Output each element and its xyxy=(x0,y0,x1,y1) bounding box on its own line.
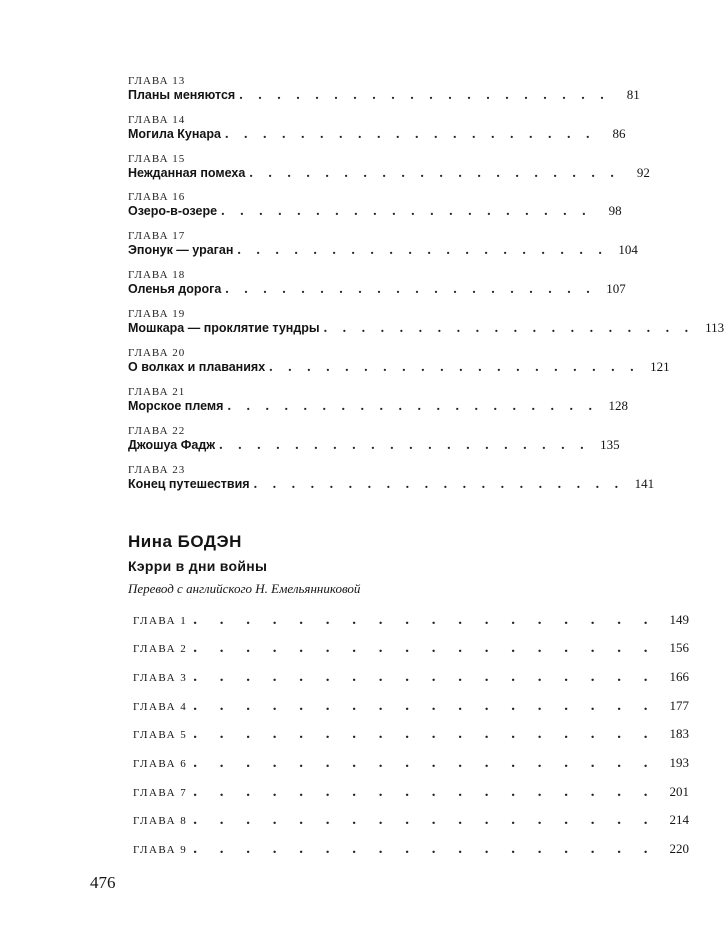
page-number: 98 xyxy=(608,203,622,218)
chapter-label: ГЛАВА 16 xyxy=(128,191,186,203)
dot-leader: . . . . . . . . . . . . . . . . . . xyxy=(193,612,658,628)
dot-leader: . . . . . . . . . . . . . . . . . . xyxy=(193,640,658,656)
chapter-label: ГЛАВА 5 xyxy=(133,729,188,741)
toc-entry xyxy=(133,812,690,830)
toc-entry xyxy=(128,114,626,144)
page-number: 107 xyxy=(606,281,626,296)
book-title: Кэрри в дни войны xyxy=(128,558,268,574)
toc-entry xyxy=(133,640,690,658)
toc-entry xyxy=(133,669,690,687)
page-number: 92 xyxy=(636,165,650,180)
page-number: 156 xyxy=(669,640,690,655)
dot-leader: . . . . . . . . . . . . . . . . . . . . xyxy=(323,321,695,336)
chapter-title: Морское племя xyxy=(128,399,224,413)
chapter-label: ГЛАВА 19 xyxy=(128,308,186,320)
chapter-title: Нежданная помеха xyxy=(128,166,246,180)
chapter-title: Могила Кунара xyxy=(128,127,221,141)
dot-leader: . . . . . . . . . . . . . . . . . . . . xyxy=(237,243,608,258)
dot-leader: . . . . . . . . . . . . . . . . . . xyxy=(193,784,658,800)
dot-leader: . . . . . . . . . . . . . . . . . . xyxy=(193,812,658,828)
chapter-label: ГЛАВА 6 xyxy=(133,758,188,770)
toc-entry xyxy=(133,726,690,744)
dot-leader: . . . . . . . . . . . . . . . . . . xyxy=(193,669,658,685)
toc-entry xyxy=(128,386,628,416)
translator-credit: Перевод с английского Н. Емельянниковой xyxy=(128,581,361,596)
dot-leader: . . . . . . . . . . . . . . . . . . . . xyxy=(249,166,620,181)
dot-leader: . . . . . . . . . . . . . . . . . . . . xyxy=(253,477,625,492)
toc-entry xyxy=(133,755,690,773)
chapter-title: О волках и плаваниях xyxy=(128,360,266,374)
chapter-label: ГЛАВА 7 xyxy=(133,787,188,799)
toc-entry xyxy=(128,75,640,105)
chapter-label: ГЛАВА 15 xyxy=(128,153,186,165)
dot-leader: . . . . . . . . . . . . . . . . . . . . xyxy=(239,88,610,103)
chapter-label: ГЛАВА 1 xyxy=(133,615,188,627)
page-number: 166 xyxy=(669,669,690,684)
page-number: 141 xyxy=(634,476,655,491)
page-number: 149 xyxy=(669,612,690,627)
page-number: 104 xyxy=(618,242,638,257)
toc-entry xyxy=(128,191,622,221)
page-number: 220 xyxy=(669,841,690,856)
chapter-title: Озеро-в-озере xyxy=(128,204,218,218)
page-number: 113 xyxy=(705,320,724,335)
chapter-label: ГЛАВА 23 xyxy=(128,464,186,476)
dot-leader: . . . . . . . . . . . . . . . . . . . . xyxy=(219,438,590,453)
page-number: 81 xyxy=(626,87,640,102)
page-number: 177 xyxy=(669,698,690,713)
chapter-label: ГЛАВА 21 xyxy=(128,386,186,398)
dot-leader: . . . . . . . . . . . . . . . . . . . . xyxy=(269,360,640,375)
dot-leader: . . . . . . . . . . . . . . . . . . . . xyxy=(221,204,592,219)
toc-entry xyxy=(128,347,670,377)
toc-entry xyxy=(133,841,690,859)
dot-leader: . . . . . . . . . . . . . . . . . . xyxy=(193,698,658,714)
chapter-label: ГЛАВА 2 xyxy=(133,643,188,655)
chapter-label: ГЛАВА 8 xyxy=(133,815,188,827)
toc-entry xyxy=(133,612,690,630)
toc-entry xyxy=(128,308,724,338)
page-number: 86 xyxy=(612,126,626,141)
chapter-title: Эпонук — ураган xyxy=(128,243,234,257)
chapter-label: ГЛАВА 18 xyxy=(128,269,186,281)
chapter-label: ГЛАВА 4 xyxy=(133,701,188,713)
chapter-label: ГЛАВА 20 xyxy=(128,347,186,359)
toc-entry xyxy=(133,698,690,716)
dot-leader: . . . . . . . . . . . . . . . . . . xyxy=(193,841,658,857)
dot-leader: . . . . . . . . . . . . . . . . . . xyxy=(193,726,658,742)
chapter-title: Оленья дорога xyxy=(128,282,222,296)
chapter-title: Мошкара — проклятие тундры xyxy=(128,321,320,335)
chapter-label: ГЛАВА 17 xyxy=(128,230,186,242)
chapter-title: Планы меняются xyxy=(128,88,236,102)
page-number: 214 xyxy=(669,812,690,827)
page-number: 135 xyxy=(600,437,620,452)
dot-leader: . . . . . . . . . . . . . . . . . . . . xyxy=(225,282,596,297)
toc-entry xyxy=(128,269,626,299)
page-number: 128 xyxy=(608,398,628,413)
chapter-label: ГЛАВА 14 xyxy=(128,114,186,126)
page-number: 183 xyxy=(669,726,690,741)
folio-page-number: 476 xyxy=(90,873,116,892)
page-number: 193 xyxy=(669,755,690,770)
dot-leader: . . . . . . . . . . . . . . . . . . . . xyxy=(224,127,596,142)
toc-entry xyxy=(128,153,650,183)
toc-entry xyxy=(133,784,690,802)
chapter-label: ГЛАВА 13 xyxy=(128,75,186,87)
chapter-title: Джошуа Фадж xyxy=(128,438,216,452)
page-number: 201 xyxy=(669,784,690,799)
author-name: Нина БОДЭН xyxy=(128,532,242,551)
chapter-title: Конец путешествия xyxy=(128,477,250,491)
dot-leader: . . . . . . . . . . . . . . . . . . xyxy=(193,755,658,771)
dot-leader: . . . . . . . . . . . . . . . . . . . . xyxy=(227,399,598,414)
toc-entry xyxy=(128,230,638,260)
toc-entry xyxy=(128,464,655,494)
chapter-label: ГЛАВА 3 xyxy=(133,672,188,684)
page-number: 121 xyxy=(650,359,670,374)
toc-entry xyxy=(128,425,620,455)
chapter-label: ГЛАВА 22 xyxy=(128,425,186,437)
chapter-label: ГЛАВА 9 xyxy=(133,844,188,856)
